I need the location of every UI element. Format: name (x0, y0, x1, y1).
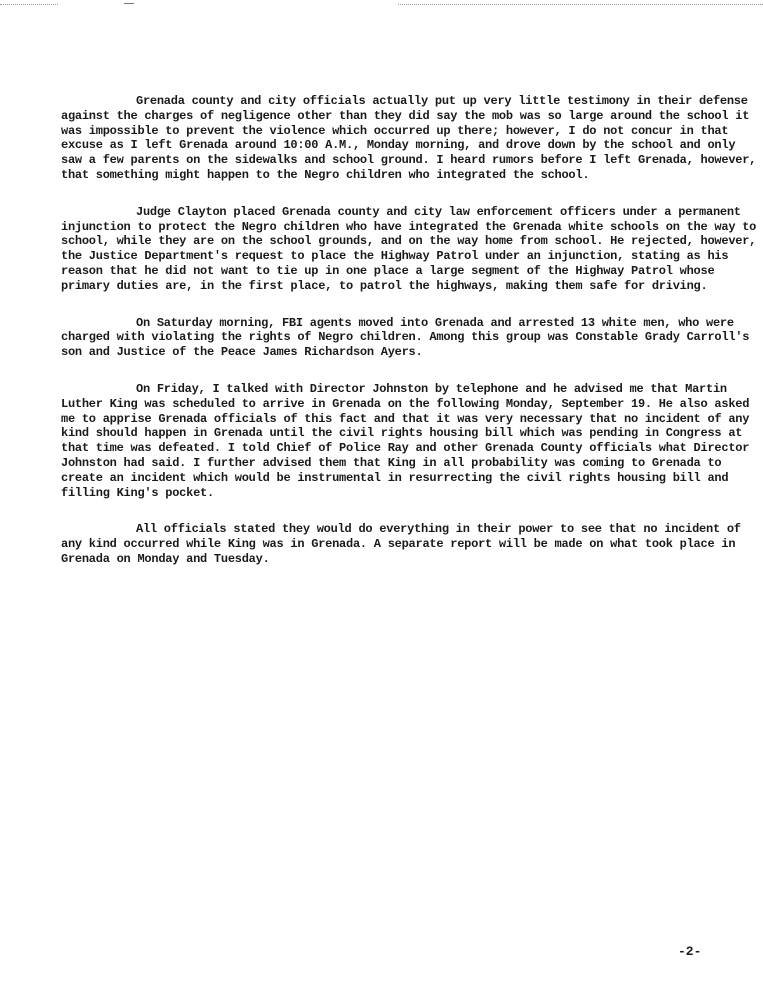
document-body (61, 94, 761, 589)
paragraph-fbi-arrests: On Saturday morning, FBI agents moved into Grenada and arrested 13 white men, who were charged with violating the rights of Negro children. Among this group was Constable Grady Carroll's son and Justice of the Peace James Richardson Ayers. (61, 315, 750, 360)
top-edge-tick-mark (124, 3, 134, 4)
paragraph-testimony: Grenada county and city officials actually put up very little testimony in their defense against the charges of negligence other than they did say the mob was so large around the school it was impossible to prevent the violence which occurred up there; however, I do not concur in that excuse as I left Grenada around 10:00 A.M., Monday morning, and drove down by the school and only saw a few parents on the sidewalks and school ground. I heard rumors before I left Grenada, however, that something might happen to the Negro children who integrated the school. (61, 94, 757, 182)
paragraph-injunction: Judge Clayton placed Grenada county and city law enforcement officers under a permanent injunction to protect the Negro children who have integrated the Grenada white schools on the way to school, while they are on the school grounds, and on the way home from school. He rejected, however, the Justice Department's request to place the Highway Patrol under an injunction, stating as his reason that he did not want to tie up in one place a large segment of the Highway Patrol whose primary duties are, in the first place, to patrol the highways, making them safe for driving. (61, 204, 757, 293)
top-edge-dotted-line-left (0, 4, 58, 5)
top-edge-dotted-line-right (398, 4, 763, 5)
page-number: -2- (678, 944, 702, 959)
paragraph-director-call: On Friday, I talked with Director Johnston by telephone and he advised me that Martin Luther King was scheduled to arrive in Grenada on the following Monday, September 19. He also asked me to apprise Grenada officials of this fact and that it was very necessary that no incident of any kind should happen in Grenada until the civil rights housing bill which was pending in Congress at that time was defeated. I told Chief of Police Ray and other Grenada County officials what Director Johnston had said. I further advised them that King in all probability was coming to Grenada to create an incident which would be instrumental in resurrecting the civil rights housing bill and filling King's pocket. (61, 381, 750, 500)
scanned-page-top-edge (0, 0, 763, 8)
paragraph-officials-statement: All officials stated they would do everything in their power to see that no incident of any kind occurred while King was in Grenada. A separate report will be made on what took place in Grenada on Monday and Tuesday. (61, 522, 741, 566)
